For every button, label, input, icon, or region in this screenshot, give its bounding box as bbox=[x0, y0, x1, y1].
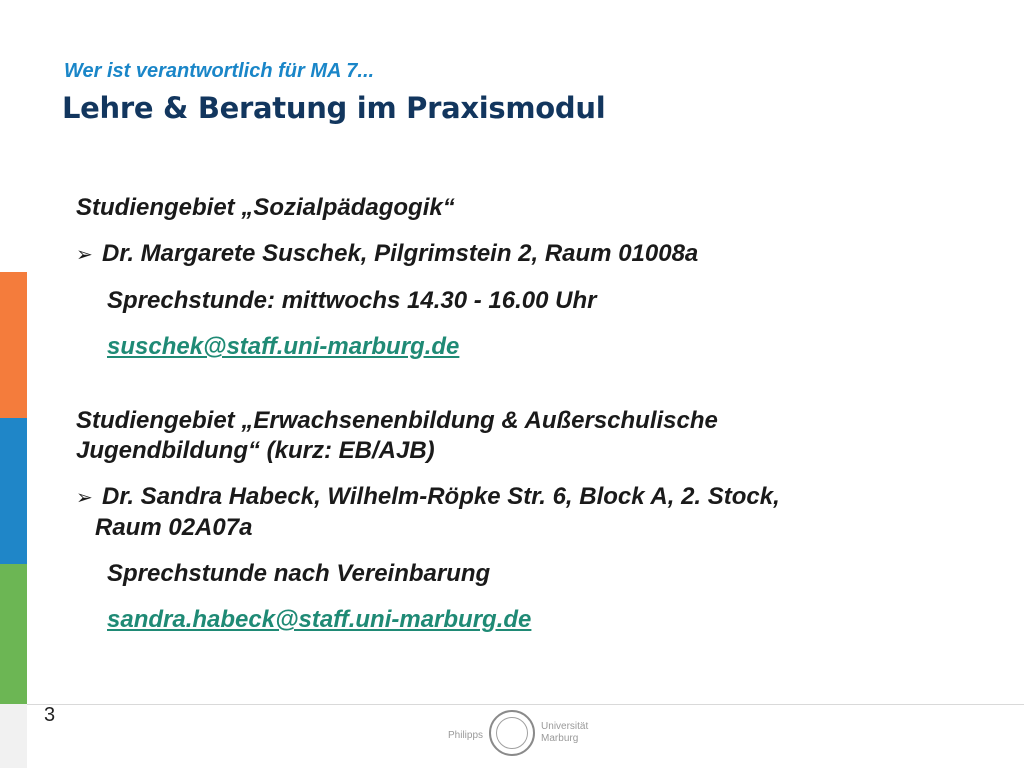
university-logo bbox=[448, 709, 588, 757]
logo-word-left: Philipps bbox=[448, 729, 484, 741]
section-heading-eb-ajb-line1: Studiengebiet „Erwachsenenbildung & Außerschulische bbox=[76, 407, 718, 434]
contact-person-1 bbox=[76, 239, 976, 270]
edge-bar-orange bbox=[0, 272, 27, 418]
footer-divider bbox=[27, 704, 1024, 705]
email-link-habeck[interactable]: sandra.habeck@staff.uni-marburg.de bbox=[107, 606, 532, 633]
page-number: 3 bbox=[44, 704, 56, 726]
slide-title: Lehre & Beratung im Praxismodul bbox=[62, 91, 606, 125]
logo-word-right bbox=[541, 721, 588, 745]
arrow-bullet-icon: ➢ bbox=[76, 244, 93, 266]
email-link-suschek[interactable]: suschek@staff.uni-marburg.de bbox=[107, 333, 460, 360]
office-hours-2: Sprechstunde nach Vereinbarung bbox=[107, 560, 491, 587]
university-seal-icon bbox=[489, 710, 535, 756]
arrow-bullet-icon: ➢ bbox=[76, 487, 93, 509]
contact-person-2 bbox=[76, 482, 976, 513]
contact-person-2-room: Raum 02A07a bbox=[95, 514, 253, 541]
edge-bar-green bbox=[0, 564, 27, 704]
email-line-2 bbox=[76, 605, 976, 635]
logo-word-right-2: Marburg bbox=[541, 733, 579, 744]
section-heading-eb-ajb-line2: Jugendbildung“ (kurz: EB/AJB) bbox=[76, 437, 435, 464]
contact-person-2-text: Dr. Sandra Habeck, Wilhelm-Röpke Str. 6, Block A, 2. Stock, bbox=[102, 483, 780, 510]
logo-word-right-1: Universität bbox=[541, 721, 589, 732]
section-heading-sozialpaedagogik: Studiengebiet „Sozialpädagogik“ bbox=[76, 194, 455, 221]
slide-content bbox=[76, 193, 976, 635]
edge-bar-blue bbox=[0, 418, 27, 564]
contact-person-1-text: Dr. Margarete Suschek, Pilgrimstein 2, Raum 01008a bbox=[102, 240, 699, 267]
edge-bar-grey bbox=[0, 704, 27, 768]
email-line-1 bbox=[76, 332, 976, 362]
office-hours-1: Sprechstunde: mittwochs 14.30 - 16.00 Uhr bbox=[107, 287, 597, 314]
slide-subtitle: Wer ist verantwortlich für MA 7... bbox=[64, 60, 375, 82]
